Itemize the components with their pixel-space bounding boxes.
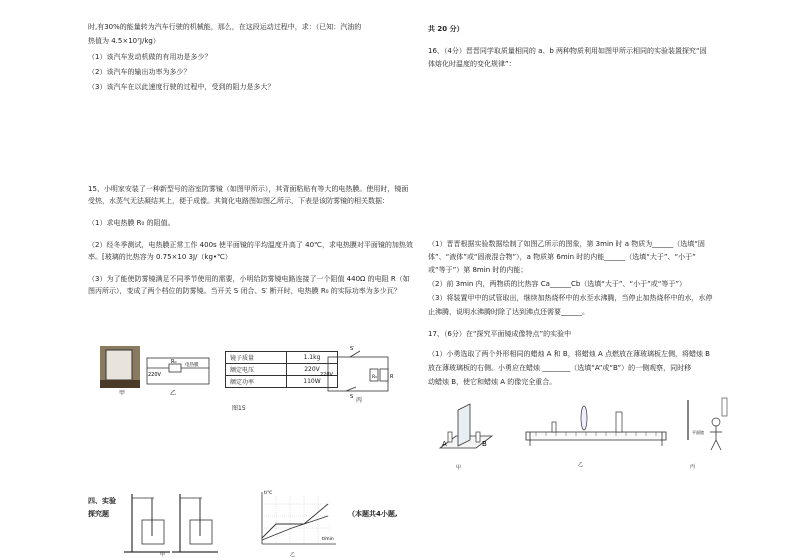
left-q-1: （1）该汽车发动机做的有用功是多少？	[88, 53, 212, 61]
q16-part-line: （2）前 3min 内，两物质的比热容 Ca______Cb（选填“大于”、“小于”或“等于”）	[428, 280, 687, 288]
fig15-r-label: R	[390, 374, 394, 380]
q17-part-line: （1）小勇选取了两个外形相同的蜡烛 A 和 B，将蜡烛 A 点燃放在薄玻璃板左侧，将蜡烛 B	[428, 350, 710, 358]
graph-y-unit: t/℃	[264, 491, 273, 496]
table-cell: 镜子质量	[226, 352, 287, 364]
fig15-r0-label-2: R₀	[372, 375, 377, 380]
left-q-3: （3）该汽车在以此速度行驶的过程中，受到的阻力是多大？	[88, 83, 275, 91]
fig15-voltage-label: 220V	[148, 372, 161, 378]
fig15-label-jia: 甲	[119, 390, 126, 397]
fig15-voltage-label-2: 220V	[320, 372, 333, 378]
section-score-header: 共 20 分）	[428, 25, 464, 33]
table-cell: 110W	[287, 376, 338, 388]
question-15	[88, 183, 413, 301]
graph-label-yi: 乙	[290, 552, 296, 558]
graph-x-unit: t/min	[322, 537, 334, 542]
mirror-fig-label-bing: 丙	[690, 464, 696, 470]
table-cell: 220V	[287, 364, 338, 376]
fig15-sprime-label: S′	[350, 346, 355, 352]
optical-bench-yi	[522, 396, 672, 452]
apparatus-label-jia: 甲	[160, 552, 166, 558]
left-line-2: 热值为 4.5×10⁷J/kg）	[88, 37, 160, 45]
fig15-membrane-label: 电热膜	[185, 363, 199, 368]
candle-B-label: B	[482, 440, 487, 448]
q16-part-line: 止沸腾，说明水沸腾时除了达到沸点还需要______。	[428, 308, 589, 316]
mirror-fig-jia	[436, 400, 496, 462]
melting-graph-yi	[252, 488, 342, 558]
fig15-r0-label: R₀	[171, 359, 177, 365]
q17-title: 17、（6分）在“探究平面镜成像特点”的实验中	[428, 330, 572, 338]
table-cell: 1.1kg	[287, 352, 338, 364]
fig15-circuit-yi	[145, 356, 215, 388]
fig15-s-label: S	[350, 394, 354, 400]
q16-line-1: 16、（4分）晋晋同学取质量相同的 a、b 两种物质利用如图甲所示相同的实验装置探究“固	[428, 47, 707, 55]
fig15-caption: 图15	[232, 405, 246, 412]
candle-A-label: A	[442, 440, 447, 448]
mirror-fig-bing	[684, 396, 734, 462]
q17-part-line: 动蜡烛 B，使它和蜡烛 A 的像完全重合。	[428, 378, 557, 386]
q16-part-line: 体”、“液体”或“固液混合物”），a 物质第 6min 时的内能______（选填“大于”、“小于”	[428, 253, 696, 261]
q16-part-line: （3）将装置甲中的试管取出，继续加热烧杯中的水至水沸腾，当停止加热烧杯中的水，水停	[428, 294, 713, 302]
table-cell: 额定电压	[226, 364, 287, 376]
q17-part-line: 放在薄玻璃板的右侧。小勇应在蜡烛 ________（选填“A”或“B”）的一侧观察，同时移	[428, 364, 692, 372]
section4-note: （本题共4小题,	[348, 510, 398, 518]
left-q-2: （2）该汽车的输出功率为多少？	[88, 68, 191, 76]
fig15-label-bing: 丙	[356, 397, 363, 404]
fig15-label-yi: 乙	[170, 390, 177, 397]
q15-part-2: （2）经冬季测试，电热膜正常工作 400s 使平面镜的平均温度升高了 40℃，求电热膜对平面镜的加热效率。[玻璃的比热容为 0.75×10 3J/（kg•℃）	[88, 241, 413, 261]
section4-title-1: 四、实验	[88, 497, 116, 505]
melting-apparatus-jia	[120, 490, 220, 560]
q16-part-line: 或“等于”）第 8min 时的内能；	[428, 266, 528, 274]
q16-line-2: 体熔化时温度的变化规律”：	[428, 60, 516, 68]
fig15-mirror-photo	[100, 346, 140, 388]
q16-part-line: （1）晋晋根据实验数据绘制了如图乙所示的图象，第 3min 时 a 物质为______（选填“固	[428, 240, 705, 248]
q15-intro: 15、小明家安装了一种新型号的浴室防雾镜（如图甲所示），其背面粘贴有等大的电热膜。使用时，镜面受热，水蒸气无法凝结其上，便于成像。其简化电路图如图乙所示，下表是该防雾镜的相关数据：	[88, 185, 409, 205]
q15-part-3: （3）为了能使防雾镜满足不同季节使用的需要，小明给防雾镜电路连接了一个阻值 440Ω 的电阻 R（如图丙所示），变成了两个档位的防雾镜。当开关 S 闭合、S′ 断开时，电热膜 R₀ 的实际功率为多少瓦？	[88, 275, 410, 295]
optical-bench-label-yi: 乙	[578, 462, 584, 468]
q15-part-1: （1）求电热膜 R₀ 的阻值。	[88, 219, 175, 227]
left-line-1: 时,有30%的能量转为汽车行驶的机械能，那么，在这段运动过程中，求：（已知：汽油的	[88, 23, 362, 31]
table-cell: 额定功率	[226, 376, 287, 388]
mirror-fig-label-jia: 甲	[456, 465, 462, 471]
mirror-label: 平面镜	[692, 430, 704, 435]
section4-title-2: 探究题	[88, 510, 109, 518]
